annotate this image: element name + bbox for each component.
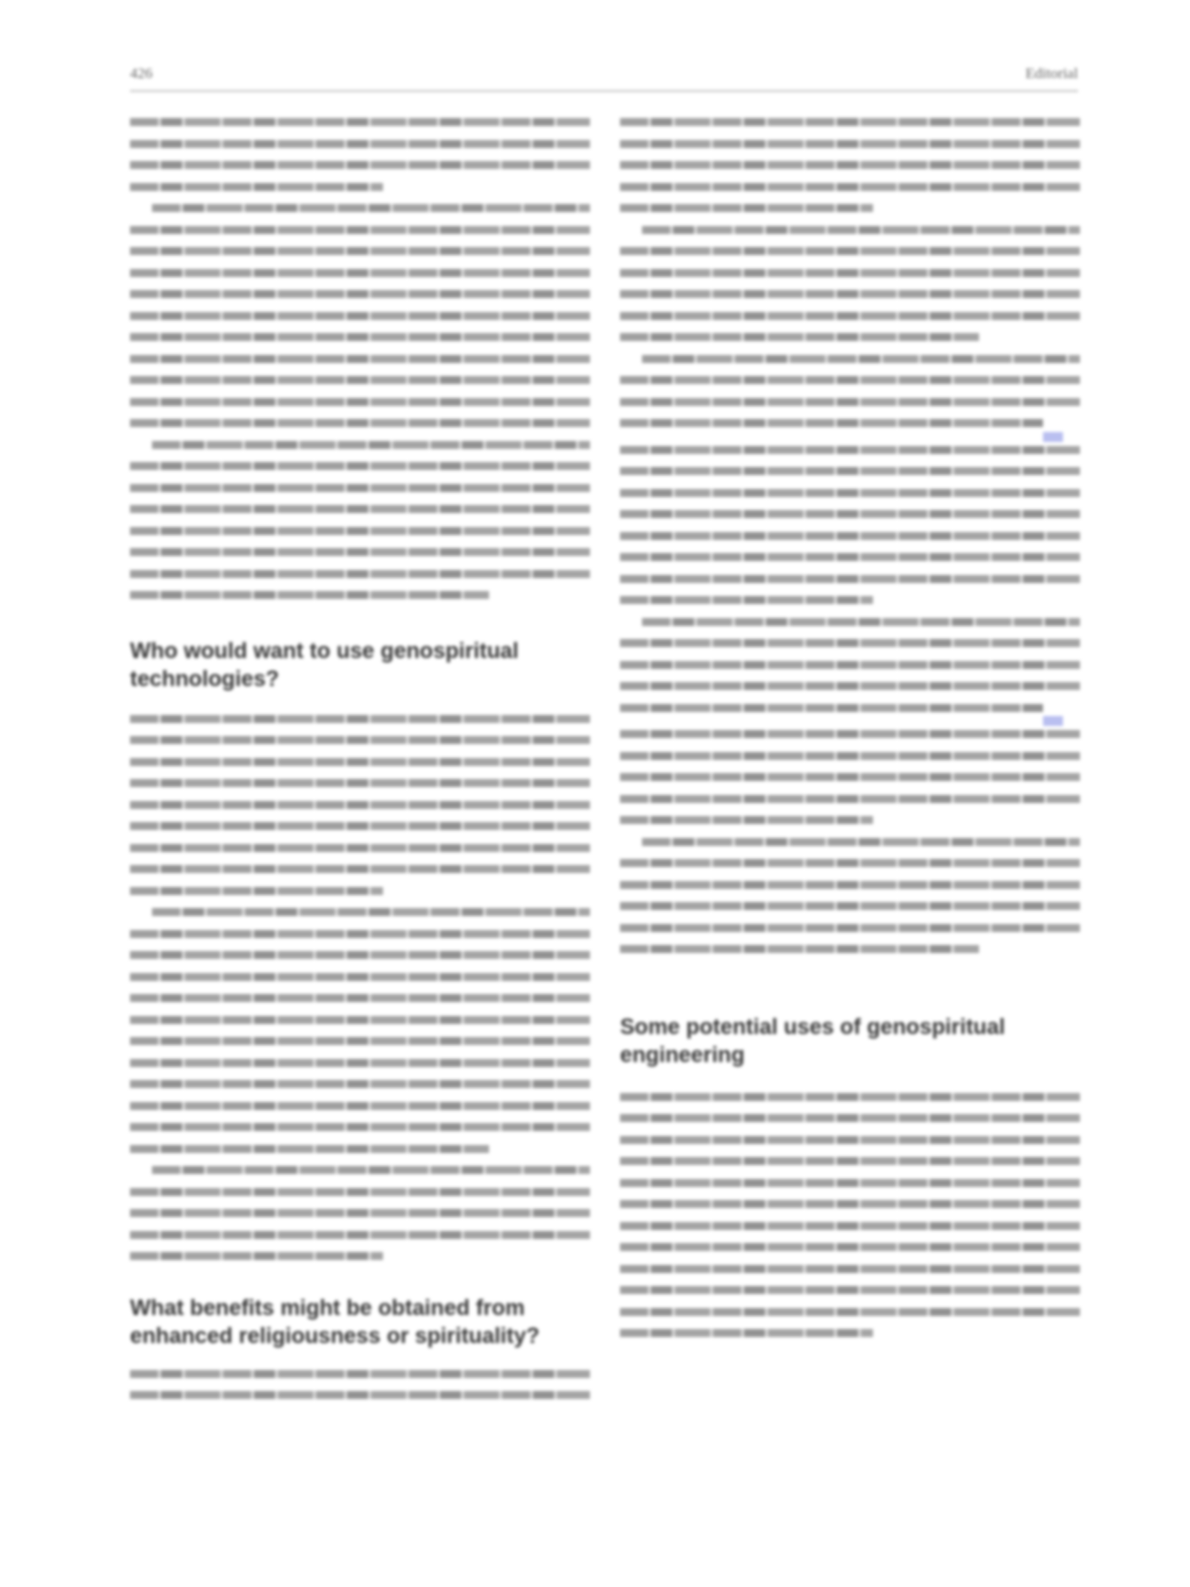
body-paragraph (620, 1093, 1080, 1338)
body-paragraph (620, 118, 1080, 212)
body-paragraph (130, 441, 590, 600)
body-paragraph (130, 1166, 590, 1260)
body-paragraph (620, 355, 1080, 605)
citation-link[interactable] (1043, 432, 1063, 442)
section-heading: What benefits might be obtained from enhanced religiousness or spirituality? (130, 1294, 540, 1348)
section-heading: Some potential uses of genospiritual engineering (620, 1013, 1006, 1067)
left-column (130, 118, 590, 1413)
right-column (620, 118, 1080, 1351)
body-paragraph (130, 908, 590, 1153)
citation-link[interactable] (1043, 716, 1063, 726)
body-paragraph (620, 226, 1080, 342)
body-paragraph (620, 838, 1080, 954)
page-header (130, 62, 1078, 92)
body-paragraph (130, 1370, 590, 1400)
body-paragraph (130, 204, 590, 427)
section-heading: Who would want to use genospiritual technologies? (130, 637, 519, 691)
body-paragraph (130, 118, 590, 191)
journal-title: Editorial (1025, 66, 1078, 82)
page-number: 426 (130, 66, 153, 82)
body-paragraph (620, 618, 1080, 825)
body-paragraph (130, 715, 590, 895)
